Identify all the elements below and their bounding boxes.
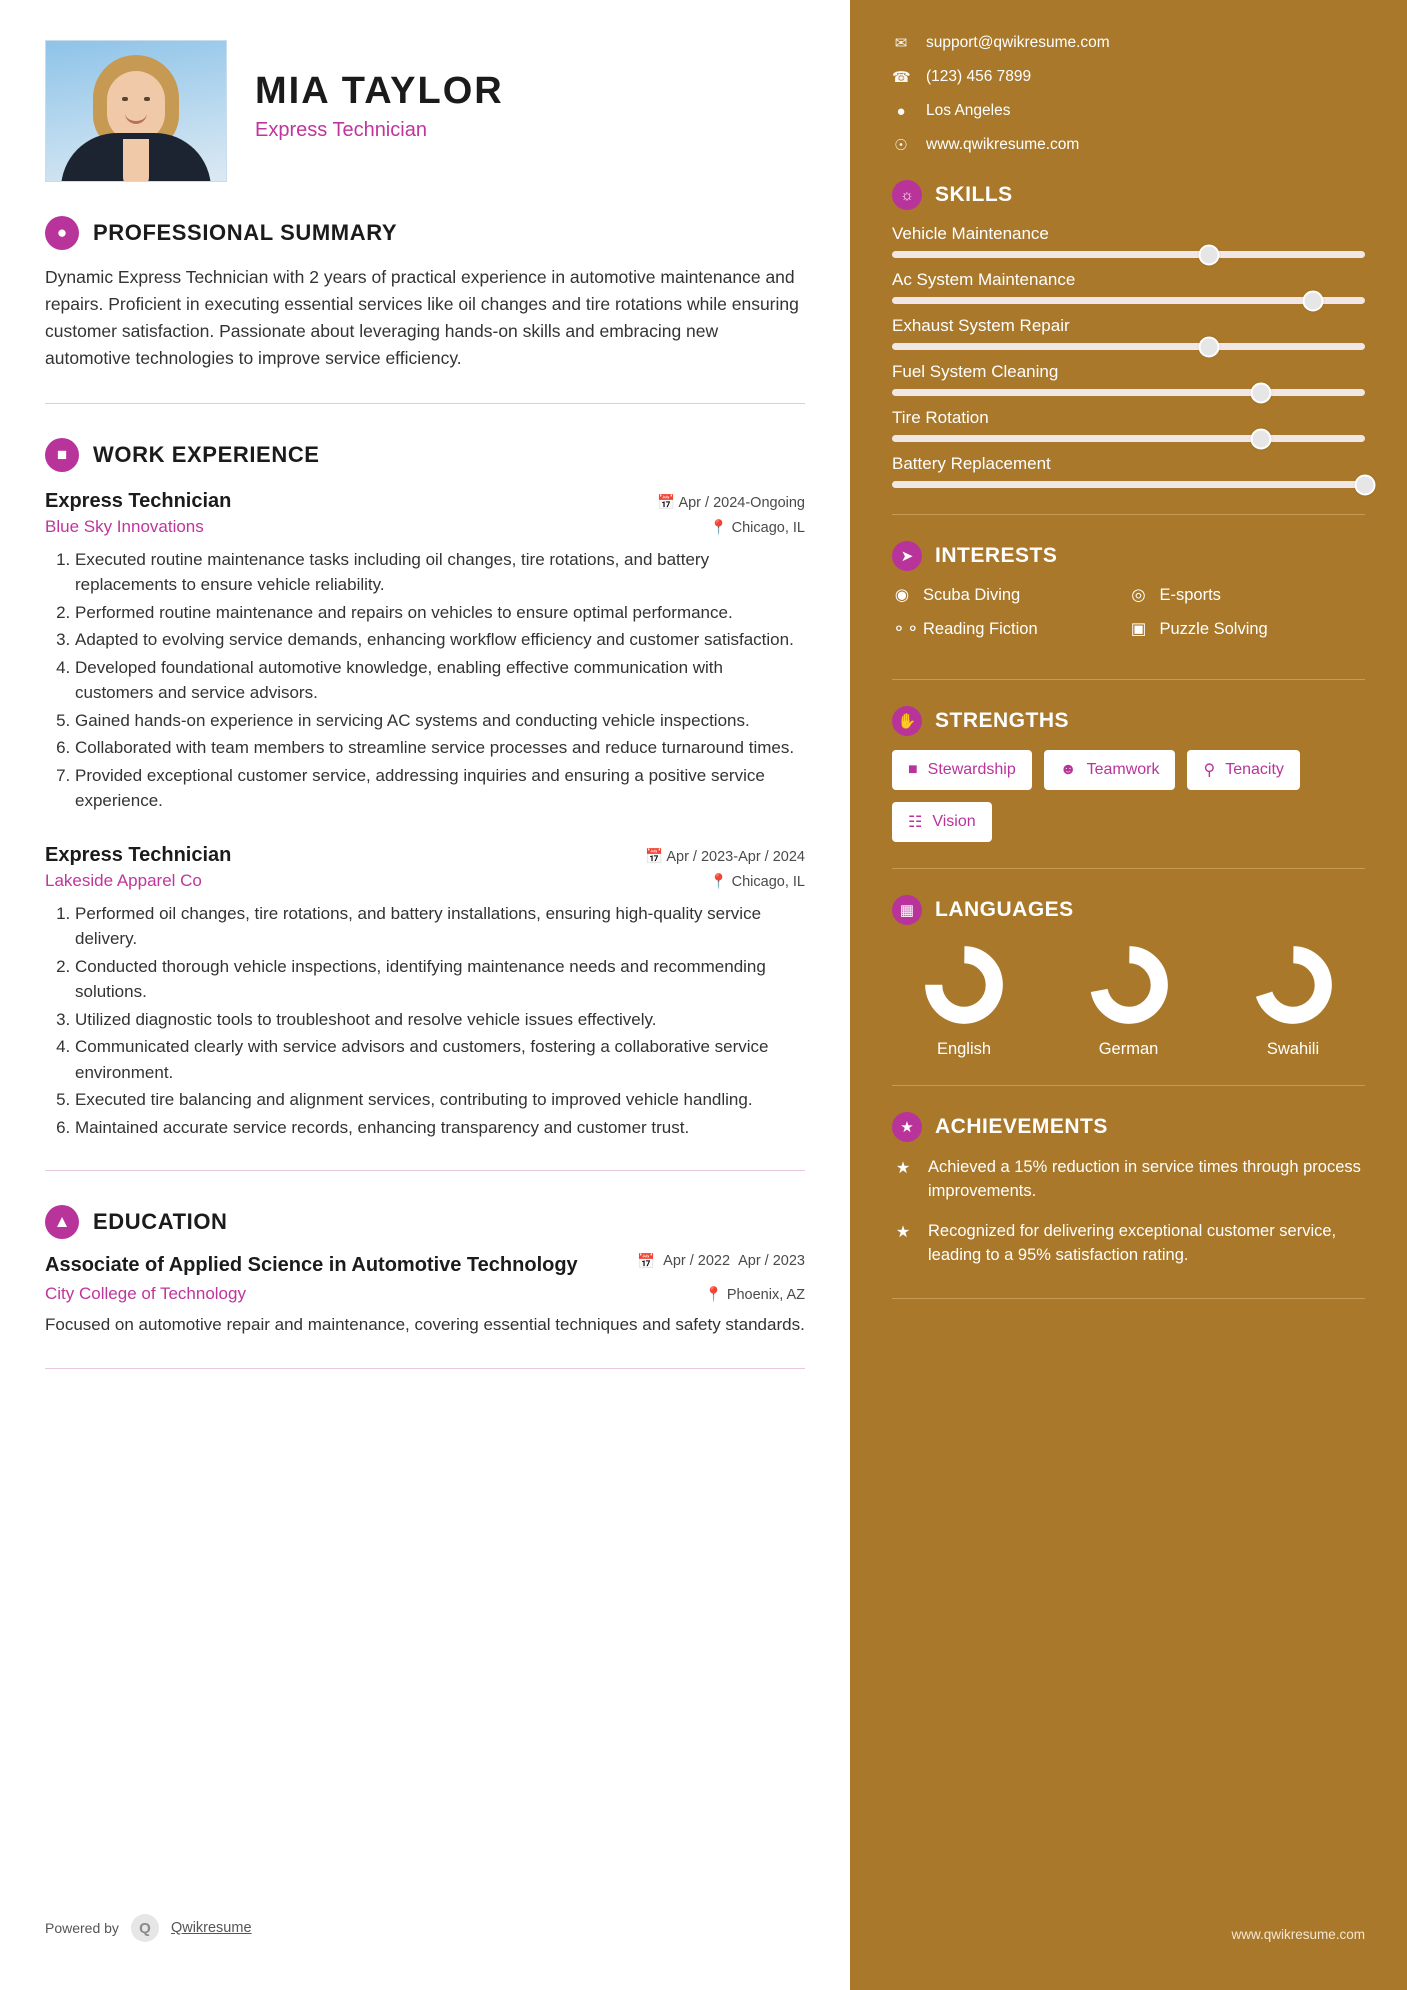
- section-header: [892, 541, 1365, 571]
- education-degree: Associate of Applied Science in Automotive Technology: [45, 1254, 578, 1276]
- achievement-item: ★ Recognized for delivering exceptional customer service, leading to a 95% satisfaction rating.: [892, 1220, 1365, 1268]
- fist-icon: ✋: [892, 706, 922, 736]
- job-company: Blue Sky Innovations: [45, 516, 204, 536]
- experience-item: [45, 490, 805, 814]
- job-dates: 📅 Apr / 2023-Apr / 2024: [645, 848, 805, 865]
- section-strengths: [892, 706, 1365, 842]
- person-icon: ●: [45, 216, 79, 250]
- skill-bar: [892, 297, 1365, 304]
- skill-bar: [892, 343, 1365, 350]
- contact-location: ● Los Angeles: [892, 102, 1365, 120]
- education-dates: [637, 1253, 805, 1270]
- avatar: [45, 40, 227, 182]
- id-card-icon: ▦: [892, 895, 922, 925]
- section-title: PROFESSIONAL SUMMARY: [93, 220, 398, 245]
- list-item: 3. Adapted to evolving service demands, enhancing workflow efficiency and customer satisfaction.: [75, 627, 805, 653]
- section-header: [45, 216, 805, 250]
- education-description: Focused on automotive repair and maintenance, covering essential techniques and safety standards.: [45, 1315, 805, 1334]
- skill-bar: [892, 251, 1365, 258]
- divider: [45, 403, 805, 404]
- skill-item: [892, 316, 1365, 350]
- section-interests: [892, 541, 1365, 653]
- envelope-icon: ✉: [894, 35, 908, 52]
- location-pin-icon: ●: [896, 102, 906, 120]
- section-header: [892, 895, 1365, 925]
- calendar-icon: 📅: [637, 1254, 656, 1270]
- binoculars-icon: ☷: [908, 814, 923, 831]
- strength-chip: ■ Stewardship: [892, 750, 1032, 790]
- job-company: Lakeside Apparel Co: [45, 870, 202, 890]
- language-item: [1069, 945, 1189, 1059]
- divider: [892, 514, 1365, 515]
- list-item: 1. Performed oil changes, tire rotations, and battery installations, ensuring high-quality service delivery.: [75, 901, 805, 952]
- phone-icon: ☎: [892, 69, 911, 86]
- divider: [892, 1298, 1365, 1299]
- candidate-name: MIA TAYLOR: [255, 70, 504, 112]
- section-title: STRENGTHS: [935, 709, 1070, 732]
- language-ring-chart: [924, 945, 1004, 1025]
- achievement-item: ★ Achieved a 15% reduction in service times through process improvements.: [892, 1156, 1365, 1204]
- section-title: SKILLS: [935, 183, 1013, 206]
- contact-block: [892, 34, 1365, 154]
- resume-header: [45, 40, 805, 182]
- divider: [45, 1368, 805, 1369]
- job-location: 📍 Chicago, IL: [709, 519, 805, 536]
- qwikresume-logo-icon: Q: [131, 1914, 159, 1942]
- education-location: 📍 Phoenix, AZ: [704, 1287, 805, 1303]
- section-work-experience: [45, 438, 805, 1141]
- summary-text: Dynamic Express Technician with 2 years of practical experience in automotive maintenance and repairs. Proficient in executing essential services like oil changes and tire rotations while ensuring customer satisfaction. Passionate about leveraging hands-on skills and embracing new automotive technologies to improve service efficiency.: [45, 267, 799, 369]
- paper-plane-icon: ➤: [892, 541, 922, 571]
- section-title: EDUCATION: [93, 1209, 228, 1234]
- language-item: [1233, 945, 1353, 1059]
- language-ring-chart: [1253, 945, 1333, 1025]
- list-item: 3. Utilized diagnostic tools to troubleshoot and resolve vehicle issues effectively.: [75, 1007, 805, 1033]
- location-pin-icon: 📍: [704, 1287, 723, 1303]
- language-item: [904, 945, 1024, 1059]
- contact-email[interactable]: ✉ support@qwikresume.com: [892, 34, 1365, 52]
- star-ribbon-icon: ★: [895, 1160, 911, 1177]
- skill-label: Battery Replacement: [892, 454, 1051, 473]
- skill-item: [892, 270, 1365, 304]
- esports-icon: ◎: [1131, 586, 1146, 604]
- list-item: 5. Executed tire balancing and alignment services, contributing to improved vehicle handling.: [75, 1087, 805, 1113]
- job-bullets: [45, 901, 805, 1141]
- list-item: 5. Gained hands-on experience in servicing AC systems and conducting vehicle inspections.: [75, 708, 805, 734]
- list-item: 2. Conducted thorough vehicle inspections, identifying maintenance needs and recommending solutions.: [75, 954, 805, 1005]
- section-header: [45, 1205, 805, 1239]
- strength-chip: ☷ Vision: [892, 802, 992, 842]
- language-ring-chart: [1089, 945, 1169, 1025]
- graduation-cap-icon: ▲: [45, 1205, 79, 1239]
- divider: [892, 1085, 1365, 1086]
- list-item: 6. Collaborated with team members to streamline service processes and reduce turnaround times.: [75, 735, 805, 761]
- skill-label: Vehicle Maintenance: [892, 224, 1049, 243]
- education-end: Apr / 2023: [738, 1253, 805, 1270]
- star-badge-icon: ★: [892, 1112, 922, 1142]
- job-title: Express Technician: [45, 843, 232, 866]
- briefcase-icon: ■: [908, 761, 918, 778]
- strength-chip: ☻ Teamwork: [1044, 750, 1176, 790]
- name-block: [255, 40, 504, 142]
- job-location: 📍 Chicago, IL: [709, 873, 805, 890]
- education-school: City College of Technology: [45, 1284, 246, 1303]
- list-item: 4. Communicated clearly with service advisors and customers, fostering a collaborative service environment.: [75, 1034, 805, 1085]
- list-item: 2. Performed routine maintenance and repairs on vehicles to ensure optimal performance.: [75, 600, 805, 626]
- language-label: English: [936, 1040, 992, 1058]
- calendar-icon: 📅: [645, 848, 664, 865]
- section-title: ACHIEVEMENTS: [935, 1115, 1108, 1138]
- experience-item: [45, 844, 805, 1141]
- contact-phone[interactable]: ☎ (123) 456 7899: [892, 68, 1032, 86]
- page-footer: [45, 1914, 252, 1942]
- language-label: Swahili: [1266, 1040, 1320, 1058]
- section-header: [892, 1112, 1365, 1142]
- star-ribbon-icon: ★: [895, 1223, 911, 1241]
- scuba-icon: ◉: [894, 586, 910, 604]
- section-header: [892, 706, 1365, 736]
- language-label: German: [1098, 1040, 1159, 1058]
- job-dates: 📅 Apr / 2024-Ongoing: [657, 494, 805, 511]
- interest-item: ◉ Scuba Diving: [892, 585, 1129, 605]
- briefcase-icon: ■: [45, 438, 79, 472]
- skill-item: [892, 362, 1365, 396]
- section-languages: [892, 895, 1365, 1059]
- team-icon: ☻: [1059, 761, 1077, 778]
- interest-item: ▣ Puzzle Solving: [1129, 619, 1366, 639]
- contact-website[interactable]: ☉ www.qwikresume.com: [892, 136, 1365, 154]
- section-header: [45, 438, 805, 472]
- skill-bar: [892, 481, 1365, 488]
- skill-item: [892, 224, 1365, 258]
- section-title: WORK EXPERIENCE: [93, 441, 320, 467]
- section-title: INTERESTS: [935, 544, 1058, 567]
- list-item: 7. Provided exceptional customer service, addressing inquiries and ensuring a positive service experience.: [75, 763, 805, 814]
- section-header: [892, 180, 1365, 210]
- job-bullets: [45, 547, 805, 814]
- skill-bar: [892, 435, 1365, 442]
- section-education: [45, 1205, 805, 1338]
- list-item: 1. Executed routine maintenance tasks including oil changes, tire rotations, and battery replacements to ensure vehicle reliability.: [75, 547, 805, 598]
- interest-item: ◎ E-sports: [1129, 585, 1366, 605]
- section-achievements: [892, 1112, 1365, 1268]
- lightbulb-icon: ☼: [892, 180, 922, 210]
- job-title: Express Technician: [45, 489, 232, 512]
- section-professional-summary: [45, 216, 805, 373]
- strength-chip: ⚲ Tenacity: [1187, 750, 1299, 790]
- section-skills: [892, 180, 1365, 488]
- list-item: 4. Developed foundational automotive knowledge, enabling effective communication with customers and service advisors.: [75, 655, 805, 706]
- location-pin-icon: 📍: [709, 873, 728, 890]
- candidate-role: Express Technician: [255, 119, 427, 141]
- globe-icon: ☉: [894, 137, 908, 154]
- skill-item: [892, 408, 1365, 442]
- key-icon: ⚲: [1203, 762, 1216, 779]
- divider: [892, 868, 1365, 869]
- qwikresume-link[interactable]: Qwikresume: [170, 1920, 252, 1936]
- sidebar-footer-url: www.qwikresume.com: [1231, 1927, 1365, 1942]
- list-item: 6. Maintained accurate service records, enhancing transparency and customer trust.: [75, 1115, 805, 1141]
- skill-label: Exhaust System Repair: [892, 316, 1070, 335]
- puzzle-icon: ▣: [1130, 620, 1147, 638]
- skill-label: Ac System Maintenance: [892, 270, 1076, 289]
- divider: [45, 1170, 805, 1171]
- skill-label: Tire Rotation: [892, 408, 989, 427]
- powered-by-label: Powered by: [45, 1920, 119, 1936]
- divider: [892, 679, 1365, 680]
- location-pin-icon: 📍: [709, 519, 728, 536]
- interest-item: ⚬⚬ Reading Fiction: [892, 619, 1038, 638]
- education-start: Apr / 2022: [663, 1253, 731, 1270]
- calendar-icon: 📅: [657, 494, 676, 511]
- skill-item: [892, 454, 1365, 488]
- right-sidebar: [850, 0, 1407, 1990]
- skill-label: Fuel System Cleaning: [892, 362, 1059, 381]
- skill-bar: [892, 389, 1365, 396]
- glasses-icon: ⚬⚬: [892, 620, 920, 638]
- section-title: LANGUAGES: [935, 898, 1074, 921]
